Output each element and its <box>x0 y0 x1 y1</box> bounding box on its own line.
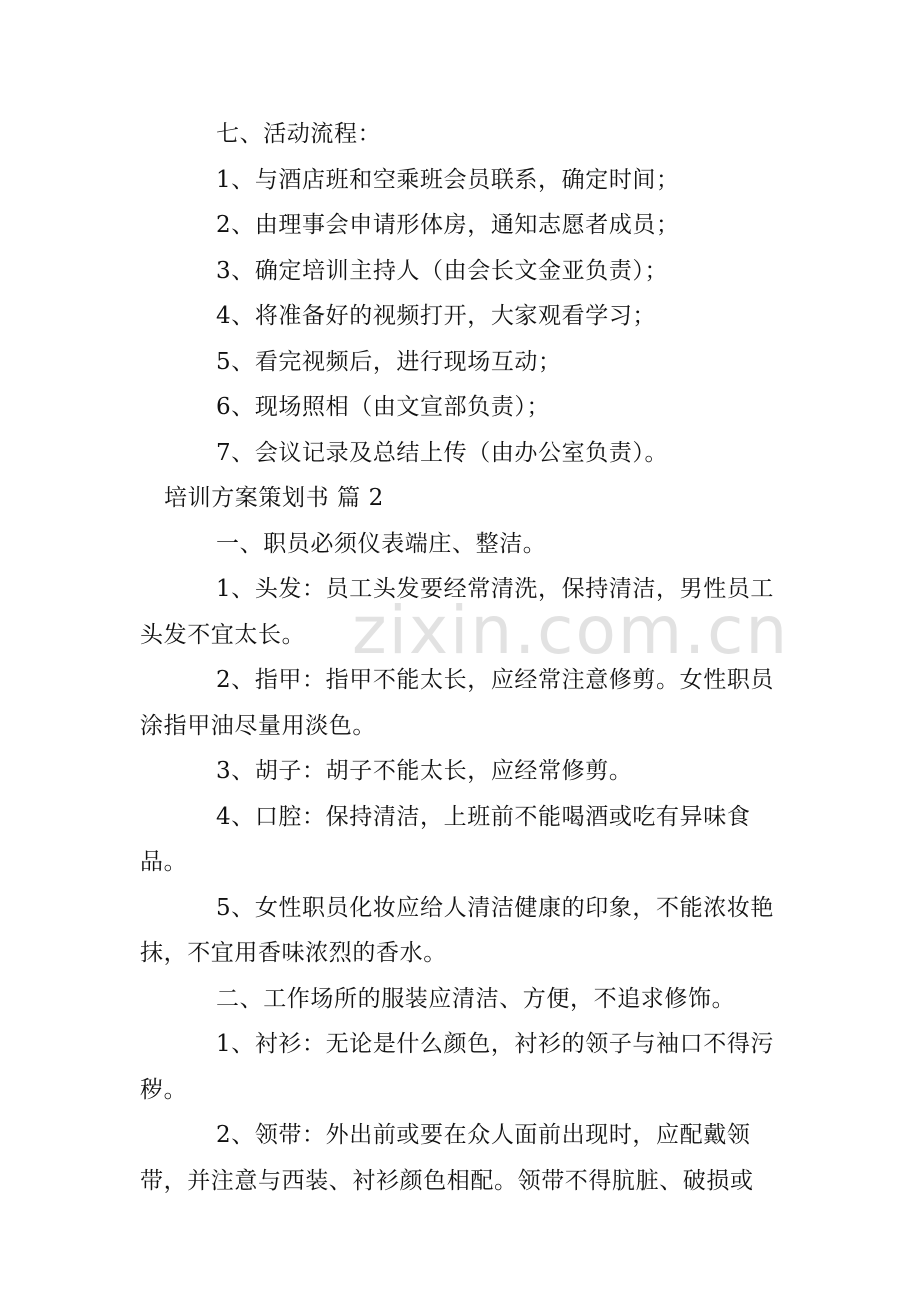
paragraph: 4、将准备好的视频打开，大家观看学习； <box>216 303 657 329</box>
paragraph: 七、活动流程： <box>216 121 382 147</box>
paragraph: 2、指甲：指甲不能太长，应经常注意修剪。女性职员涂指甲油尽量用淡色。 <box>140 667 775 739</box>
paragraph: 二、工作场所的服装应清洁、方便，不追求修饰。 <box>216 985 736 1012</box>
paragraph: 1、头发：员工头发要经常清洗，保持清洁，男性员工头发不宜太长。 <box>140 576 775 648</box>
paragraph: 5、看完视频后，进行现场互动； <box>216 348 562 375</box>
paragraph: 2、由理事会申请形体房，通知志愿者成员； <box>216 212 680 238</box>
paragraph: 7、会议记录及总结上传（由办公室负责）。 <box>216 439 669 466</box>
paragraph: 一、职员必须仪表端庄、整洁。 <box>216 530 547 557</box>
paragraph: 1、与酒店班和空乘班会员联系，确定时间； <box>216 166 680 193</box>
watermark: zixin.com.cn <box>352 592 790 669</box>
paragraph: 1、衬衫：无论是什么颜色，衬衫的领子与袖口不得污秽。 <box>140 1031 775 1103</box>
paragraph: 3、确定培训主持人（由会长文金亚负责）； <box>216 257 669 284</box>
paragraph: 4、口腔：保持清洁，上班前不能喝酒或吃有异味食品。 <box>140 803 751 875</box>
section-title: 培训方案策划书 篇 2 <box>164 485 384 511</box>
paragraph: 6、现场照相（由文宣部负责）； <box>216 394 551 420</box>
paragraph: 2、领带：外出前或要在众人面前出现时，应配戴领带，并注意与西装、衬衫颜色相配。领带不得肮脏、破损或 <box>140 1122 754 1194</box>
paragraph: 3、胡子：胡子不能太长，应经常修剪。 <box>216 758 633 784</box>
document-body <box>140 112 785 1204</box>
paragraph: 5、女性职员化妆应给人清洁健康的印象，不能浓妆艳抹，不宜用香味浓烈的香水。 <box>140 894 775 966</box>
